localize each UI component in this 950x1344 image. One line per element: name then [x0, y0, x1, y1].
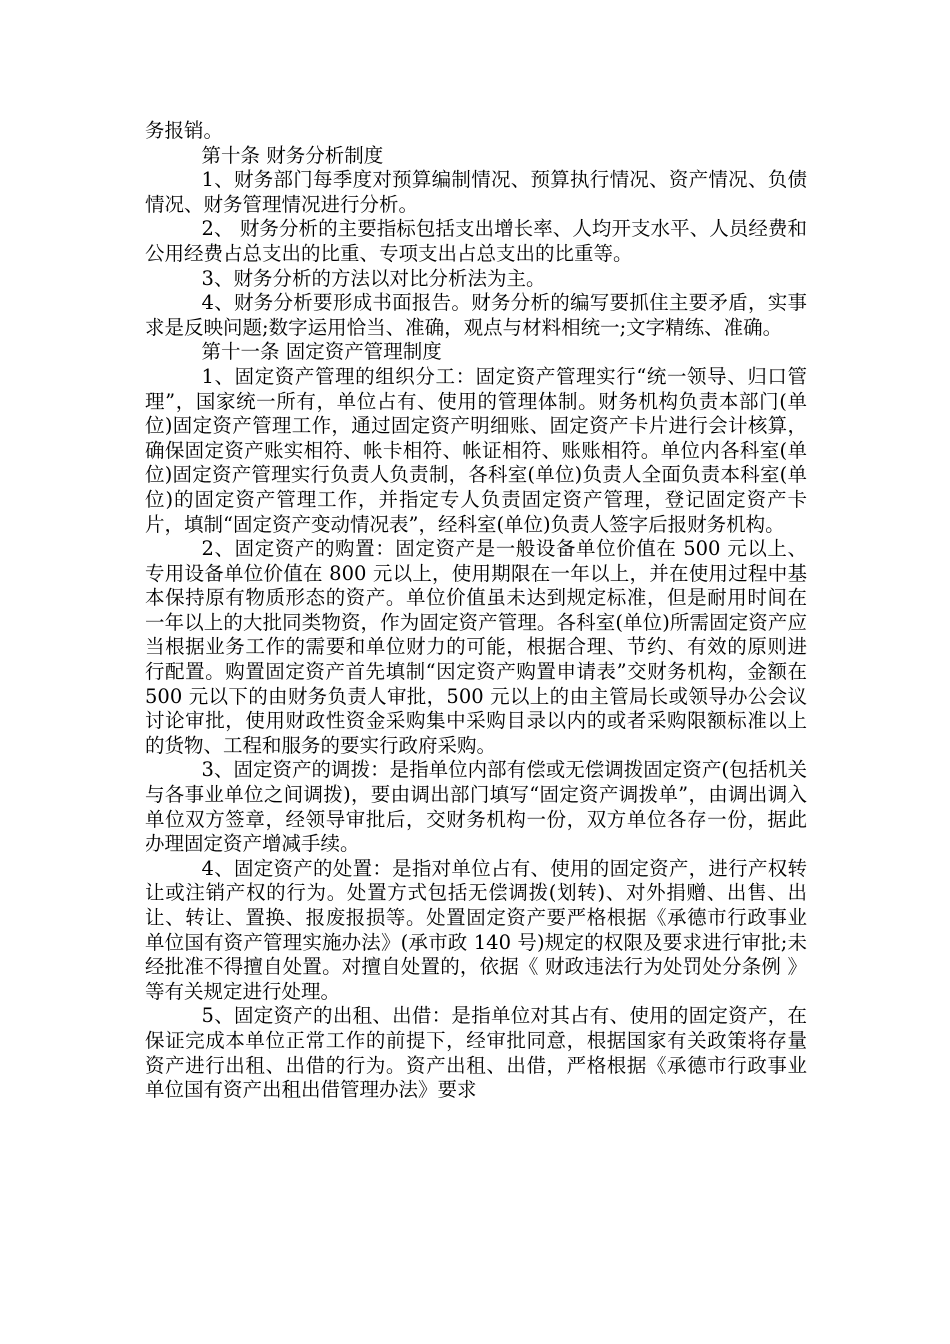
paragraph: 2、固定资产的购置：固定资产是一般设备单位价值在 500 元以上、专用设备单位价值在 800 元以上，使用期限在一年以上，并在使用过程中基本保持原有物质形态的资产。单位价值虽未达到规定标准，但是耐用时间在一年以上的大批同类物资，作为固定资产管理。各科室(单位)所需固定资产应当根据业务工作的需要和单位财力的可能，根据合理、节约、有效的原则进行配置。购置固定资产首先填制“因定资产购置申请表”交财务机构，金额在 500 元以下的由财务负责人审批，500 元以上的由主管局长或领导办公会议讨论审批，使用财政性资金采购集中采购目录以内的或者采购限额标准以上的货物、工程和服务的要实行政府采购。	[145, 537, 807, 757]
paragraph: 3、财务分析的方法以对比分析法为主。	[201, 266, 546, 290]
paragraph: 4、固定资产的处置：是指对单位占有、使用的固定资产，进行产权转让或注销产权的行为。处置方式包括无偿调拨(划转)、对外捐赠、出售、出让、转让、置换、报废报损等。处置固定资产要严格根据《承德市行政事业单位国有资产管理实施办法》(承市政 140 号)规定的权限及要求进行审批;未经批准不得擅自处置。对擅自处置的，依据《 财政违法行为处罚处分条例 》等有关规定进行处理。	[145, 856, 807, 1003]
paragraph: 4、财务分析要形成书面报告。财务分析的编写要抓住主要矛盾，实事求是反映问题;数字运用恰当、准确，观点与材料相统一;文字精练、准确。	[145, 291, 807, 339]
paragraph: 2、 财务分析的主要指标包括支出增长率、人均开支水平、人员经费和公用经费占总支出的比重、专项支出占总支出的比重等。	[145, 217, 807, 265]
paragraph: 5、固定资产的出租、出借：是指单位对其占有、使用的固定资产，在保证完成本单位正常工作的前提下，经审批同意，根据国家有关政策将存量资产进行出租、出借的行为。资产出租、出借，严格根据《承德市行政事业单位国有资产出租出借管理办法》要求	[145, 1004, 807, 1102]
article-11-heading: 第十一条 固定资产管理制度	[201, 340, 442, 364]
paragraph: 1、财务部门每季度对预算编制情况、预算执行情况、资产情况、负债情况、财务管理情况进行分析。	[145, 168, 807, 216]
paragraph: 3、固定资产的调拨：是指单位内部有偿或无偿调拨固定资产(包括机关与各事业单位之间调拨)，要由调出部门填写“固定资产调拨单”，由调出调入单位双方签章，经领导审批后，交财务机构一份，双方单位各存一份，据此办理固定资产增减手续。	[145, 758, 807, 856]
paragraph: 1、固定资产管理的组织分工：固定资产管理实行“统一领导、归口管理”，国家统一所有，单位占有、使用的管理体制。财务机构负责本部门(单位)固定资产管理工作，通过固定资产明细账、固定资产卡片进行会计核算，确保固定资产账实相符、帐卡相符、帐证相符、账账相符。单位内各科室(单位)固定资产管理实行负责人负责制，各科室(单位)负责人全面负责本科室(单位)的固定资产管理工作，并指定专人负责固定资产管理，登记固定资产卡片，填制“固定资产变动情况表”，经科室(单位)负责人签字后报财务机构。	[145, 364, 807, 536]
document-body	[145, 119, 807, 1103]
article-10-heading: 第十条 财务分析制度	[201, 143, 384, 167]
paragraph-continuation: 务报销。	[145, 119, 224, 142]
